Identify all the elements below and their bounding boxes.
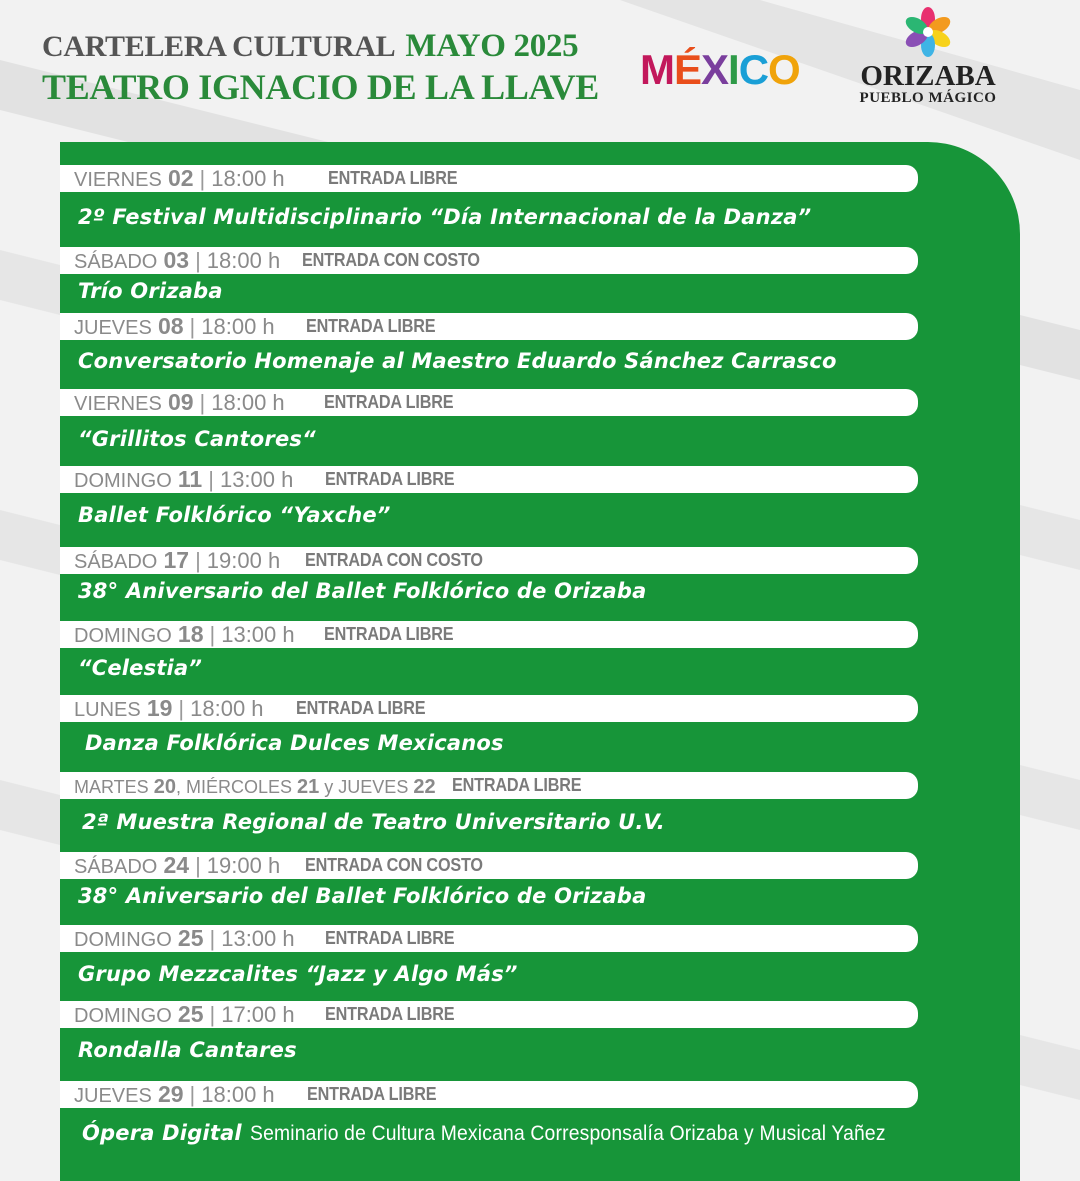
event-day-number: 18 xyxy=(177,621,204,647)
event-title-text: Ópera Digital xyxy=(82,1121,242,1145)
event-time: 18:00 h xyxy=(206,248,281,273)
event-title-text: 38° Aniversario del Ballet Folklórico de Orizaba xyxy=(78,884,647,908)
event-date-bar xyxy=(60,547,918,574)
event-entry-type: ENTRADA CON COSTO xyxy=(305,550,483,570)
event-title xyxy=(78,579,647,603)
header-prefix: CARTELERA CULTURAL xyxy=(42,30,396,63)
event-organizers: Seminario de Cultura Mexicana Corresponsalía Orizaba y Musical Yañez xyxy=(249,1122,886,1145)
event-day: DOMINGO xyxy=(74,625,172,647)
event-entry-type: ENTRADA LIBRE xyxy=(307,1084,437,1104)
event-title-text: Rondalla Cantares xyxy=(78,1038,297,1062)
event-time: 13:00 h xyxy=(221,622,295,647)
event-title-text: 2ª Muestra Regional de Teatro Universitario U.V. xyxy=(82,810,665,834)
event-day: DOMINGO xyxy=(74,929,172,951)
event-title xyxy=(82,1121,941,1146)
event-day-number: 09 xyxy=(167,389,194,415)
event-date-bar xyxy=(60,852,918,879)
event-date-bar xyxy=(60,772,918,799)
event-day: DOMINGO xyxy=(74,470,172,492)
event-title xyxy=(78,656,202,680)
event-date-bar xyxy=(60,165,918,192)
event-time: 17:00 h xyxy=(221,1002,295,1027)
event-title xyxy=(82,810,665,834)
event-title-text: 38° Aniversario del Ballet Folklórico de Orizaba xyxy=(78,579,647,603)
event-entry-type: ENTRADA LIBRE xyxy=(296,698,426,718)
event-entry-type: ENTRADA LIBRE xyxy=(324,392,454,412)
event-entry-type: ENTRADA LIBRE xyxy=(325,1004,455,1024)
event-date-bar xyxy=(60,621,918,648)
event-title-text: Trío Orizaba xyxy=(78,279,223,303)
event-date-bar xyxy=(60,695,918,722)
event-time: 18:00 h xyxy=(201,1082,275,1107)
event-day-number: 19 xyxy=(146,695,173,721)
event-time: 19:00 h xyxy=(206,853,281,878)
event-date-bar xyxy=(60,1081,918,1108)
event-title-text: Conversatorio Homenaje al Maestro Eduardo Sánchez Carrasco xyxy=(78,349,837,373)
separator: | xyxy=(189,314,196,339)
event-title xyxy=(78,884,647,908)
separator: | xyxy=(195,853,201,878)
event-date-bar xyxy=(60,466,918,493)
event-entry-type: ENTRADA LIBRE xyxy=(306,316,436,336)
orizaba-flower-icon xyxy=(902,6,954,58)
event-title xyxy=(78,279,223,303)
event-time: 19:00 h xyxy=(206,548,281,573)
event-day: JUEVES xyxy=(74,317,152,339)
event-day: LUNES xyxy=(74,699,141,721)
separator: | xyxy=(208,467,214,492)
event-entry-type: ENTRADA LIBRE xyxy=(328,168,458,188)
event-day: VIERNES xyxy=(74,393,162,415)
orizaba-logo-subtitle: PUEBLO MÁGICO xyxy=(859,90,997,106)
event-day: SÁBADO xyxy=(74,856,158,878)
separator: | xyxy=(178,696,185,721)
event-time: 18:00 h xyxy=(211,390,285,415)
event-day-number: 25 xyxy=(177,1001,204,1027)
event-date-bar xyxy=(60,925,918,952)
orizaba-logo-name: ORIZABA xyxy=(860,60,996,92)
separator: | xyxy=(199,166,206,191)
event-time: 18:00 h xyxy=(211,166,285,191)
separator: | xyxy=(209,1002,216,1027)
event-day-number: 03 xyxy=(163,247,190,273)
event-date-bar xyxy=(60,313,918,340)
event-title-text: “Celestia” xyxy=(78,656,203,680)
event-title xyxy=(78,1038,297,1062)
event-entry-type: ENTRADA LIBRE xyxy=(325,928,455,948)
event-entry-type: ENTRADA LIBRE xyxy=(325,469,455,489)
event-title xyxy=(78,349,837,373)
event-day: DOMINGO xyxy=(74,1005,172,1027)
event-day-number: 11 xyxy=(177,466,203,492)
orizaba-logo xyxy=(858,6,998,106)
event-title-text: 2º Festival Multidisciplinario “Día Internacional de la Danza” xyxy=(78,205,812,229)
event-entry-type: ENTRADA LIBRE xyxy=(324,624,454,644)
event-day: SÁBADO xyxy=(74,251,158,273)
event-day-number: 24 xyxy=(163,852,190,878)
event-day-number: 02 xyxy=(167,165,194,191)
event-time: 13:00 h xyxy=(221,926,295,951)
event-entry-type: ENTRADA CON COSTO xyxy=(302,250,480,270)
header-month: MAYO 2025 xyxy=(405,28,579,64)
separator: | xyxy=(209,622,216,647)
event-title xyxy=(78,427,316,451)
event-time: 18:00 h xyxy=(190,696,264,721)
event-day: JUEVES xyxy=(74,1085,152,1107)
event-title-text: Danza Folklórica Dulces Mexicanos xyxy=(85,731,504,755)
separator: | xyxy=(195,548,201,573)
event-title xyxy=(78,205,811,229)
event-day-number: 17 xyxy=(163,547,190,573)
event-entry-type: ENTRADA CON COSTO xyxy=(305,855,483,875)
event-day-number: 08 xyxy=(157,313,184,339)
event-title-text: Ballet Folklórico “Yaxche” xyxy=(78,503,391,527)
event-dates: MARTES 20, MIÉRCOLES 21 y JUEVES 22 xyxy=(74,776,436,798)
event-date-bar xyxy=(60,1001,918,1028)
event-entry-type: ENTRADA LIBRE xyxy=(452,775,582,795)
event-day-number: 25 xyxy=(177,925,204,951)
event-day: SÁBADO xyxy=(74,551,158,573)
event-time: 18:00 h xyxy=(201,314,275,339)
header-title-line1 xyxy=(42,28,578,65)
separator: | xyxy=(195,248,201,273)
separator: | xyxy=(199,390,206,415)
event-day: VIERNES xyxy=(74,169,162,191)
event-title xyxy=(85,731,504,755)
mexico-logo: MÉXICO xyxy=(640,46,800,93)
separator: | xyxy=(209,926,216,951)
event-title-text: “Grillitos Cantores“ xyxy=(78,427,316,451)
event-title xyxy=(78,962,518,986)
event-title xyxy=(78,503,391,527)
event-time: 13:00 h xyxy=(219,467,294,492)
event-day-number: 29 xyxy=(157,1081,184,1107)
event-date-bar xyxy=(60,389,918,416)
separator: | xyxy=(189,1082,196,1107)
event-date-bar xyxy=(60,247,918,274)
header-title-line2: TEATRO IGNACIO DE LA LLAVE xyxy=(42,67,600,107)
event-title-text: Grupo Mezzcalites “Jazz y Algo Más” xyxy=(78,962,518,986)
